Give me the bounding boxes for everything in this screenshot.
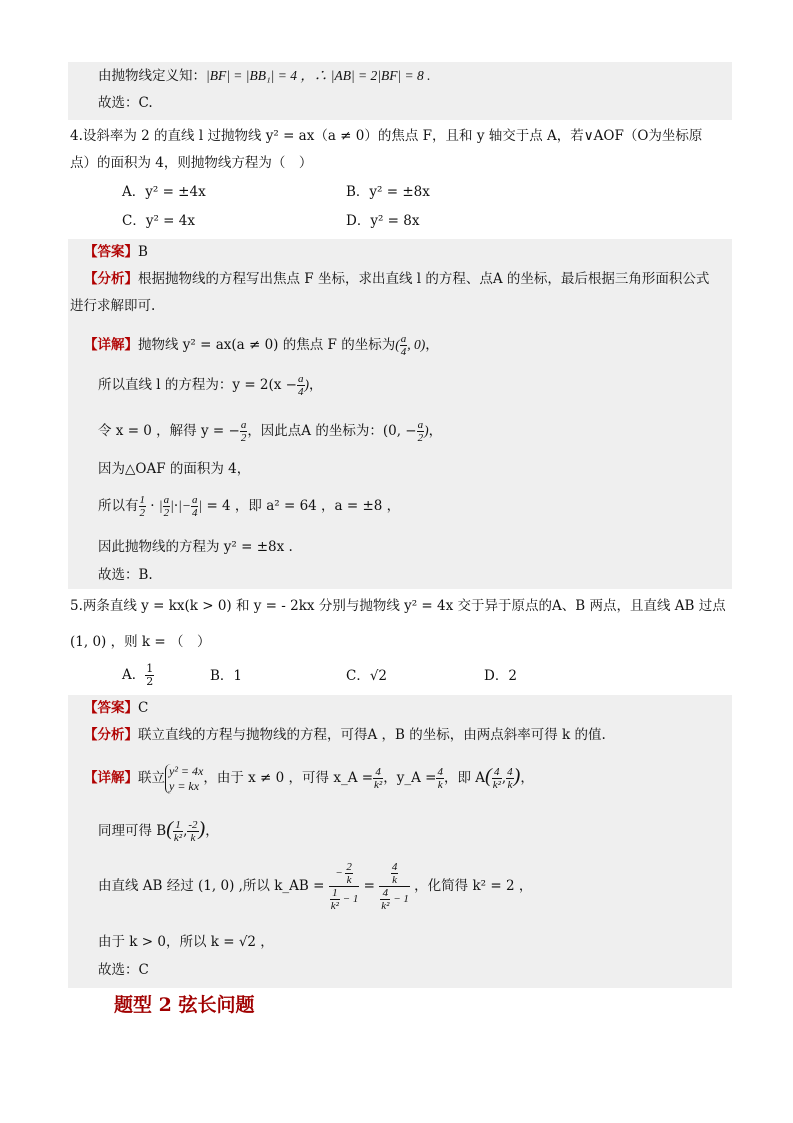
- q4-answer-value: B: [138, 244, 148, 260]
- answer-tag: 【答案】: [84, 244, 138, 260]
- q4-option-a: A．y² = ±4x: [122, 184, 206, 200]
- q4-detail-1: 【详解】抛物线 y² = ax(a ≠ 0) 的焦点 F 的坐标为( $\frac{a}{4}$ , 0)，: [84, 333, 439, 358]
- fraction-a-over-4: $\frac{a}{4}$: [191, 494, 198, 519]
- q3-definition-label: 由抛物线定义知：: [98, 68, 206, 84]
- q5-option-d: D．2: [484, 668, 517, 684]
- q4-detail-5-text-a: 所以有: [98, 498, 139, 514]
- q4-stem-line2: 点）的面积为 4，则抛物线方程为（ ）: [70, 155, 313, 171]
- q4-detail-4: 因为△OAF 的面积为 4，: [98, 461, 251, 477]
- q5-conclusion: 故选：C: [98, 962, 149, 978]
- q5-answer: [84, 698, 148, 718]
- equation-system: [165, 764, 203, 794]
- q5-detail-1: 【详解】联立 y² = 4x y = kx ，由于 x ≠ 0 ，可得 x_A = $\frac{4}{\text{k²}}$ ，y_A = $\frac{4}{k}$ ，即 A( $\frac{4}{\text{k²}}$ , $\frac{4}{k}$ )，: [84, 763, 534, 793]
- slope-fraction-2: $\frac{4}{k}$ $\frac{4}{\text{k²}}$ − 1: [381, 861, 409, 912]
- fraction-4-over-k: $\frac{4}{k}$: [507, 766, 513, 791]
- q5-stem-line1: 5.两条直线 y = kx(k > 0) 和 y = - 2kx 分别与抛物线 y² = 4x 交于异于原点的A、B 两点，且直线 AB 过点: [70, 598, 726, 614]
- slope-fraction-1: − $\frac{2}{k}$ $\frac{1}{\text{k²}}$ − 1: [330, 861, 359, 912]
- q5-analysis-line1: 联立直线的方程与抛物线的方程，可得A ，B 的坐标，由两点斜率可得 k 的值.: [138, 727, 606, 743]
- q4-analysis: [84, 269, 709, 289]
- q4-detail-2-text: 所以直线 l 的方程为：y = 2(x −: [98, 377, 297, 393]
- fraction-1-over-2: $\frac{1}{2}$: [146, 662, 154, 688]
- fraction-4-over-k2: $\frac{4}{\text{k²}}$: [492, 766, 501, 791]
- q4-detail-6: 因此抛物线的方程为 y² = ±8x .: [98, 539, 293, 555]
- q4-option-c: C．y² = 4x: [122, 213, 195, 229]
- q5-detail-1-b: ，由于 x ≠ 0 ，可得 x_A =: [203, 770, 374, 786]
- q5-detail-1-c: ，y_A =: [383, 770, 437, 786]
- q3-conclusion: 故选：C.: [98, 95, 153, 111]
- system-eq-2: y = kx: [169, 778, 200, 793]
- q4-detail-1-text: 抛物线 y² = ax(a ≠ 0) 的焦点 F 的坐标为: [138, 337, 396, 353]
- answer-tag: 【答案】: [84, 700, 138, 716]
- fraction-a-over-2: $\frac{a}{2}$: [163, 494, 170, 519]
- q4-detail-3-text-b: ，因此点A 的坐标为：(0, −: [247, 423, 417, 439]
- q4-detail-5: 所以有 $\frac{1}{2}$ · | $\frac{a}{2}$ |·|− $\frac{a}{4}$ | = 4 ，即 a² = 64 ，a = ±8 ，: [98, 494, 401, 519]
- q5-detail-2-a: 同理可得 B: [98, 823, 167, 839]
- q5-answer-value: C: [138, 700, 149, 716]
- analysis-tag: 【分析】: [84, 271, 138, 287]
- fraction-4-over-k2: $\frac{4}{\text{k²}}$: [381, 887, 390, 912]
- fraction-4-over-k2: $\frac{4}{\text{k²}}$: [374, 766, 383, 791]
- q5-detail-4: 由于 k > 0，所以 k = √2 ，: [98, 934, 274, 950]
- q5-analysis: [84, 725, 606, 745]
- fraction-1-over-2: $\frac{1}{2}$: [139, 494, 145, 519]
- fraction-a-over-2: $\frac{a}{2}$: [417, 419, 424, 444]
- fraction-1-over-k2: $\frac{1}{\text{k²}}$: [330, 887, 339, 912]
- q5-stem-line2: (1, 0) ，则 k = （ ）: [70, 634, 211, 650]
- system-eq-1: y² = 4x: [169, 763, 204, 778]
- analysis-tag: 【分析】: [84, 727, 138, 743]
- section-title: 题型 2 弦长问题: [114, 994, 255, 1016]
- q4-answer: [84, 242, 148, 262]
- q5-detail-3-a: 由直线 AB 经过 (1, 0) ,所以 k_AB =: [98, 878, 325, 894]
- q3-definition-math: |BF| = |BB₁| = 4 ，∴ |AB| = 2|BF| = 8 .: [206, 68, 431, 83]
- q4-option-b: B．y² = ±8x: [346, 184, 430, 200]
- q5-option-a: [122, 662, 154, 688]
- fraction-minus2-over-k: $\frac{-2}{k}$: [188, 819, 198, 844]
- fraction-4-over-k: $\frac{4}{k}$: [437, 766, 443, 791]
- fraction-a-over-2: $\frac{a}{2}$: [240, 419, 247, 444]
- fraction-a-over-4: $\frac{a}{4}$: [298, 373, 304, 398]
- fraction-1-over-k2: $\frac{1}{\text{k²}}$: [173, 819, 183, 844]
- q5-option-b: B．1: [210, 668, 243, 684]
- fraction-a-over-4: $\frac{a}{4}$: [400, 333, 407, 358]
- q4-detail-5-text-b: = 4 ，即 a² = 64 ，a = ±8 ，: [206, 498, 401, 514]
- q5-detail-3: 由直线 AB 经过 (1, 0) ,所以 k_AB = − $\frac{2}{k}$ $\frac{1}{\text{k²}}$ − 1 = $\frac{4}{k}$ $\frac{4}{\text{k²}}$ − 1 ，化简得 k² = 2 ，: [98, 861, 533, 912]
- q5-option-a-label: A．: [122, 667, 146, 683]
- q4-conclusion: 故选：B.: [98, 567, 153, 583]
- q4-detail-3: 令 x = 0 ，解得 y = − $\frac{a}{2}$ ，因此点A 的坐标为：(0, − $\frac{a}{2}$ )，: [98, 419, 443, 444]
- q4-stem-line1: 4.设斜率为 2 的直线 l 过抛物线 y² = ax（a ≠ 0）的焦点 F，且和 y 轴交于点 A，若∨AOF（O为坐标原: [70, 128, 703, 144]
- q4-analysis-line1: 根据抛物线的方程写出焦点 F 坐标，求出直线 l 的方程、点A 的坐标，最后根据三角形面积公式: [138, 271, 710, 287]
- fraction-2-over-k: $\frac{2}{k}$: [346, 861, 352, 886]
- q4-detail-3-text-a: 令 x = 0 ，解得 y = −: [98, 423, 240, 439]
- q5-detail-1-d: ，即 A: [443, 770, 486, 786]
- q4-detail-2: 所以直线 l 的方程为：y = 2(x − $\frac{a}{4}$ )，: [98, 373, 323, 398]
- q5-detail-3-b: ，化简得 k² = 2 ，: [414, 878, 533, 894]
- q4-option-d: D．y² = 8x: [346, 213, 420, 229]
- detail-tag: 【详解】: [84, 770, 138, 786]
- q5-detail-1-a: 联立: [138, 770, 165, 786]
- q3-definition-line: [98, 66, 431, 86]
- q5-option-c: C．√2: [346, 668, 388, 684]
- fraction-4-over-k: $\frac{4}{k}$: [391, 861, 398, 886]
- q5-detail-2: 同理可得 B( $\frac{1}{\text{k²}}$ , $\frac{-2}{k}$ )，: [98, 818, 219, 844]
- q4-analysis-line2: 进行求解即可.: [70, 298, 156, 314]
- detail-tag: 【详解】: [84, 337, 138, 353]
